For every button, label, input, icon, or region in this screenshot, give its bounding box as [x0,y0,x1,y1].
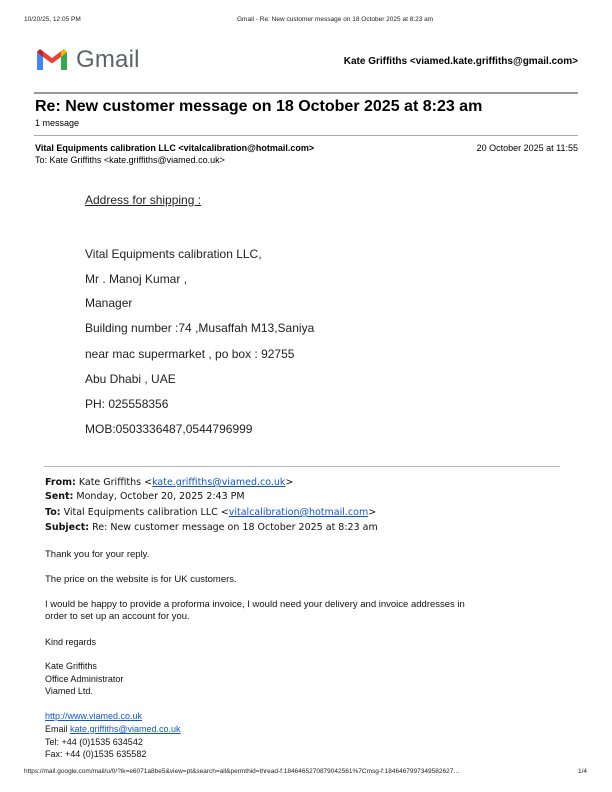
subject-rule [34,135,578,136]
shipping-heading: Address for shipping : [85,193,202,207]
address-line: MOB:0503336487,0544796999 [85,422,253,436]
print-page: 1/4 [578,768,588,775]
header-rule [34,92,578,94]
gmail-wordmark: Gmail [76,46,140,73]
sig-tel: Tel: +44 (0)1535 634542 [45,737,143,747]
quote-divider [44,466,560,467]
address-line: near mac supermarket , po box : 92755 [85,347,295,361]
account-label: Kate Griffiths <viamed.kate.griffiths@gmail.com> [343,56,578,67]
sig-fax: Fax: +44 (0)1535 635582 [45,749,147,759]
quoted-para: Thank you for your reply. [45,549,150,560]
thread-subject: Re: New customer message on 18 October 2025 at 8:23 am [35,98,483,115]
sig-name: Kate Griffiths [45,661,97,671]
website-link[interactable]: http://www.viamed.co.uk [45,711,143,721]
quoted-to-email-link[interactable]: vitalcalibration@hotmail.com [228,507,369,518]
quoted-para: I would be happy to provide a proforma invoice, I would need your delivery and invoice addresses in [45,599,465,610]
quoted-sent: Sent: Monday, October 20, 2025 2:43 PM [45,491,245,502]
quoted-to: To: Vital Equipments calibration LLC <vitalcalibration@hotmail.com> [45,507,377,518]
sig-email: Email kate.griffiths@viamed.co.uk [45,724,181,734]
address-line: Abu Dhabi , UAE [85,372,176,386]
sig-email-link[interactable]: kate.griffiths@viamed.co.uk [70,724,181,734]
regards: Kind regards [45,637,97,647]
print-datetime: 10/20/25, 12:05 PM [24,16,81,23]
gmail-logo-icon [35,46,69,72]
message-from: Vital Equipments calibration LLC <vitalcalibration@hotmail.com> [35,143,315,153]
address-line: Mr . Manoj Kumar , [85,272,188,286]
quoted-para: order to set up an account for you. [45,611,190,622]
print-url: https://mail.google.com/mail/u/0/?ik=e6071a8be5&view=pt&search=all&permthid=thread-f:1846465270879042561%7Cmsg-f:1846467997349582627… [24,768,460,775]
address-line: PH: 025558356 [85,397,169,411]
address-line: Manager [85,296,133,310]
quoted-from-email-link[interactable]: kate.griffiths@viamed.co.uk [152,477,286,488]
print-title: Gmail - Re: New customer message on 18 October 2025 at 8:23 am [237,16,434,23]
address-line: Vital Equipments calibration LLC, [85,247,262,261]
sig-title: Office Administrator [45,674,124,684]
address-line: Building number :74 ,Musaffah M13,Saniya [85,321,315,335]
sig-company: Viamed Ltd. [45,686,93,696]
message-date: 20 October 2025 at 11:55 [476,143,578,153]
message-to: To: Kate Griffiths <kate.griffiths@viamed.co.uk> [35,155,225,165]
quoted-subject: Subject: Re: New customer message on 18 October 2025 at 8:23 am [45,522,378,533]
quoted-para: The price on the website is for UK customers. [45,574,237,585]
message-count: 1 message [35,118,80,128]
quoted-from: From: Kate Griffiths <kate.griffiths@viamed.co.uk> [45,477,294,488]
